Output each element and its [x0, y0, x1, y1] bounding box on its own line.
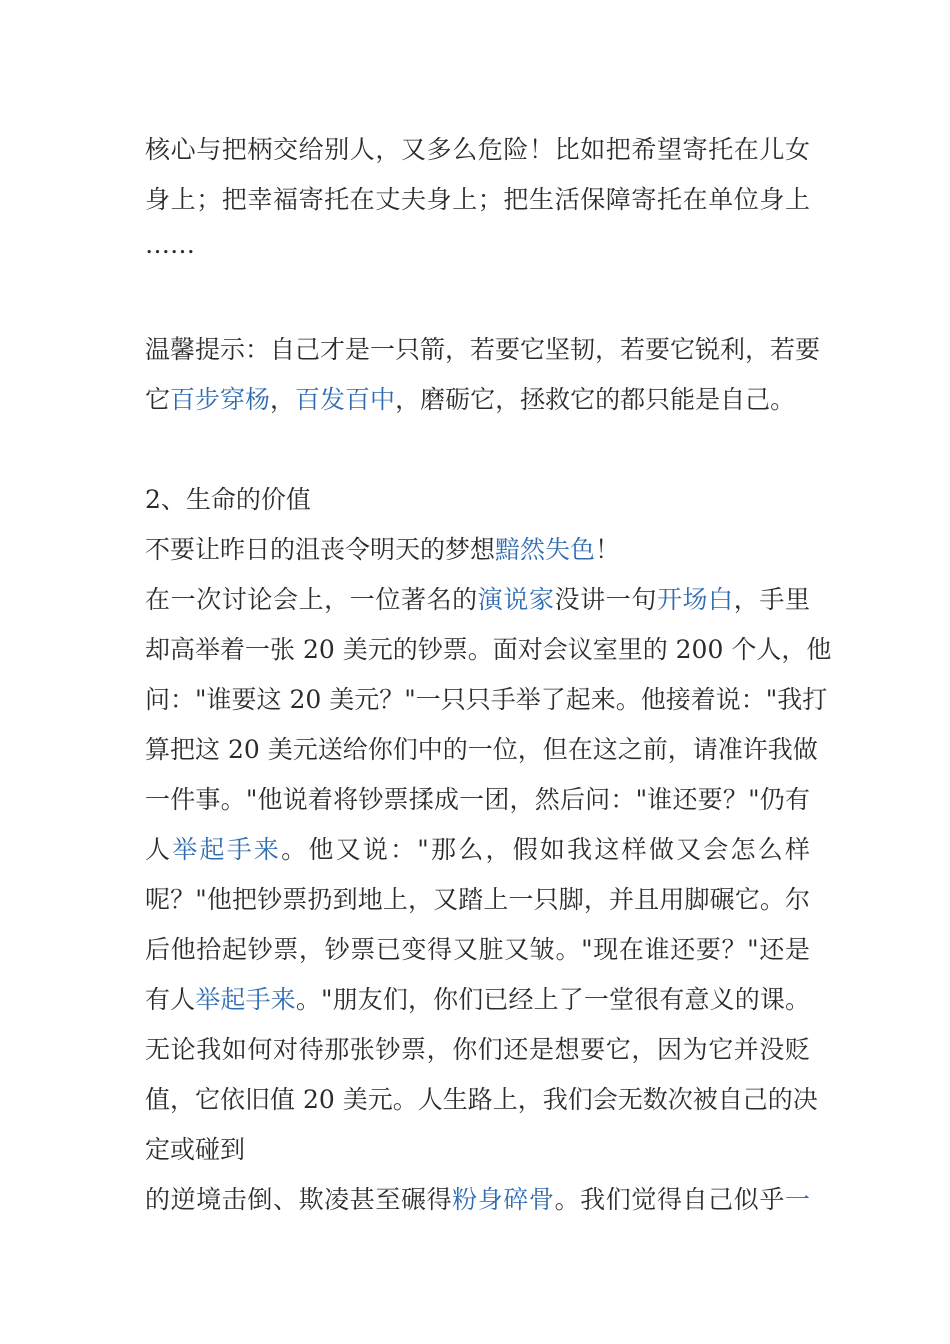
idiom-link-juqishoulai[interactable]: 举起手来 — [172, 835, 282, 864]
story-line-2: 却高举着一张 20 美元的钞票。面对会议室里的 200 个人，他 — [145, 635, 832, 664]
story-line-7: 呢？"他把钞票扔到地上，又踏上一只脚，并且用脚碾它。尔 — [145, 885, 810, 914]
idiom-link-anranshise[interactable]: 黯然失色 — [495, 535, 596, 564]
idiom-link-fenshensuigu[interactable]: 粉身碎骨 — [452, 1185, 555, 1214]
idiom-link-juqishoulai-2[interactable]: 举起手来 — [195, 985, 296, 1014]
story-line-11: 值，它依旧值 20 美元。人生路上，我们会无数次被自己的决 — [145, 1085, 818, 1114]
story-text: 。"朋友们，你们已经上了一堂很有意义的课。 — [295, 985, 810, 1014]
word-link-yanshuojia[interactable]: 演说家 — [477, 585, 555, 614]
paragraph-1-line-3: …… — [145, 230, 195, 259]
story-line-4: 算把这 20 美元送给你们中的一位，但在这之前，请准许我做 — [145, 735, 818, 764]
tip-text-b: ， — [270, 385, 296, 414]
story-text: 。他又说："那么，假如我这样做又会怎么样 — [281, 835, 810, 864]
story-text: 在一次讨论会上，一位著名的 — [145, 585, 478, 614]
story-line-6 — [145, 825, 810, 875]
idiom-link-baifabaizhong[interactable]: 百发百中 — [295, 385, 396, 414]
story-line-13 — [145, 1175, 810, 1225]
section-subtitle — [145, 525, 810, 575]
story-text: 的逆境击倒、欺凌甚至碾得 — [145, 1185, 453, 1214]
subtitle-text-a: 不要让昨日的沮丧令明天的梦想 — [145, 535, 496, 564]
story-line-12: 定或碰到 — [145, 1135, 246, 1164]
tip-text-a: 它 — [145, 385, 171, 414]
paragraph-1-line-2: 身上；把幸福寄托在丈夫身上；把生活保障寄托在单位身上 — [145, 185, 810, 214]
story-text: 没讲一句 — [554, 585, 657, 614]
story-line-5: 一件事。"他说着将钞票揉成一团，然后问："谁还要？"仍有 — [145, 785, 810, 814]
tip-line-1: 温馨提示：自己才是一只箭，若要它坚韧，若要它锐利，若要 — [145, 335, 821, 364]
story-text: 。我们觉得自己似乎 — [554, 1185, 785, 1214]
tip-line-2 — [145, 375, 810, 425]
word-link-truncated[interactable]: 一 — [784, 1185, 810, 1214]
word-link-kaichangbai[interactable]: 开场白 — [656, 585, 734, 614]
paragraph-1-line-1: 核心与把柄交给别人，又多么危险！比如把希望寄托在儿女 — [145, 135, 810, 164]
tip-text-c: ，磨砺它，拯救它的都只能是自己。 — [395, 385, 796, 414]
section-heading: 2、生命的价值 — [145, 485, 311, 514]
story-text: ，手里 — [733, 585, 810, 614]
subtitle-text-b: ！ — [595, 535, 621, 564]
idiom-link-baibuchuanyang[interactable]: 百步穿杨 — [170, 385, 271, 414]
story-line-3: 问："谁要这 20 美元？"一只只手举了起来。他接着说："我打 — [145, 685, 828, 714]
story-line-9 — [145, 975, 810, 1025]
story-line-1 — [145, 575, 810, 625]
story-line-10: 无论我如何对待那张钞票，你们还是想要它，因为它并没贬 — [145, 1035, 810, 1064]
document-page — [145, 125, 832, 1225]
story-text: 有人 — [145, 985, 196, 1014]
paragraph-gap — [145, 425, 810, 475]
story-line-8: 后他拾起钞票，钞票已变得又脏又皱。"现在谁还要？"还是 — [145, 935, 810, 964]
paragraph-gap — [145, 265, 810, 325]
story-text: 人 — [145, 835, 173, 864]
